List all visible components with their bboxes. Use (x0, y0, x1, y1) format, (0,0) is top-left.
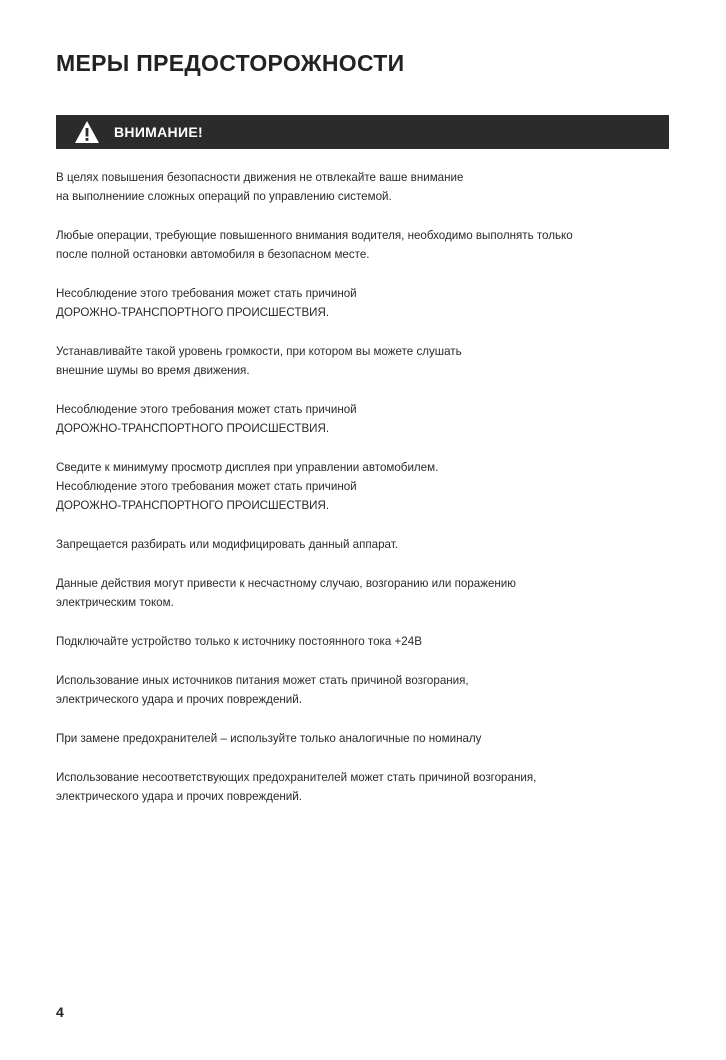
paragraph-line: Любые операции, требующие повышенного внимания водителя, необходимо выполнять только (56, 229, 573, 242)
paragraph-line: электрического удара и прочих повреждений. (56, 790, 302, 803)
paragraph-line: При замене предохранителей – используйте только аналогичные по номиналу (56, 732, 482, 745)
paragraph (56, 284, 669, 322)
paragraph-line: после полной остановки автомобиля в безопасном месте. (56, 248, 370, 261)
paragraph (56, 632, 669, 651)
paragraph (56, 400, 669, 438)
paragraph (56, 671, 669, 709)
paragraph-line: электрического удара и прочих повреждений. (56, 693, 302, 706)
paragraph-line: электрическим током. (56, 596, 174, 609)
warning-label: ВНИМАНИЕ! (114, 124, 203, 140)
paragraph (56, 168, 669, 206)
paragraph-line: Несоблюдение этого требования может стать причиной (56, 403, 357, 416)
paragraph-line: внешние шумы во время движения. (56, 364, 250, 377)
paragraph-line: В целях повышения безопасности движения не отвлекайте ваше внимание (56, 171, 464, 184)
paragraph-line: на выполнениие сложных операций по управлению системой. (56, 190, 392, 203)
paragraph-line: Несоблюдение этого требования может стать причиной (56, 287, 357, 300)
paragraph (56, 729, 669, 748)
paragraph (56, 535, 669, 554)
paragraph-line: Использование иных источников питания может стать причиной возгорания, (56, 674, 469, 687)
page-title: МЕРЫ ПРЕДОСТОРОЖНОСТИ (56, 50, 405, 76)
paragraph (56, 768, 669, 806)
paragraph-line: Устанавливайте такой уровень громкости, при котором вы можете слушать (56, 345, 462, 358)
paragraph-line: Использование несоответствующих предохранителей может стать причиной возгорания, (56, 771, 537, 784)
paragraph-line: ДОРОЖНО-ТРАНСПОРТНОГО ПРОИСШЕСТВИЯ. (56, 499, 330, 512)
paragraph (56, 574, 669, 612)
warning-triangle-icon (74, 120, 100, 144)
paragraph-line: Данные действия могут привести к несчастному случаю, возгоранию или поражению (56, 577, 516, 590)
page-number: 4 (56, 1004, 64, 1020)
paragraph (56, 226, 669, 264)
paragraph-line: Несоблюдение этого требования может стать причиной (56, 480, 357, 493)
paragraph (56, 458, 669, 515)
paragraph-line: ДОРОЖНО-ТРАНСПОРТНОГО ПРОИСШЕСТВИЯ. (56, 422, 330, 435)
paragraph-line: Подключайте устройство только к источнику постоянного тока +24В (56, 635, 422, 648)
paragraph-line: Сведите к минимуму просмотр дисплея при управлении автомобилем. (56, 461, 439, 474)
precautions-list (56, 168, 669, 826)
paragraph-line: ДОРОЖНО-ТРАНСПОРТНОГО ПРОИСШЕСТВИЯ. (56, 306, 330, 319)
warning-banner (56, 115, 669, 149)
paragraph (56, 342, 669, 380)
paragraph-line: Запрещается разбирать или модифицировать данный аппарат. (56, 538, 398, 551)
